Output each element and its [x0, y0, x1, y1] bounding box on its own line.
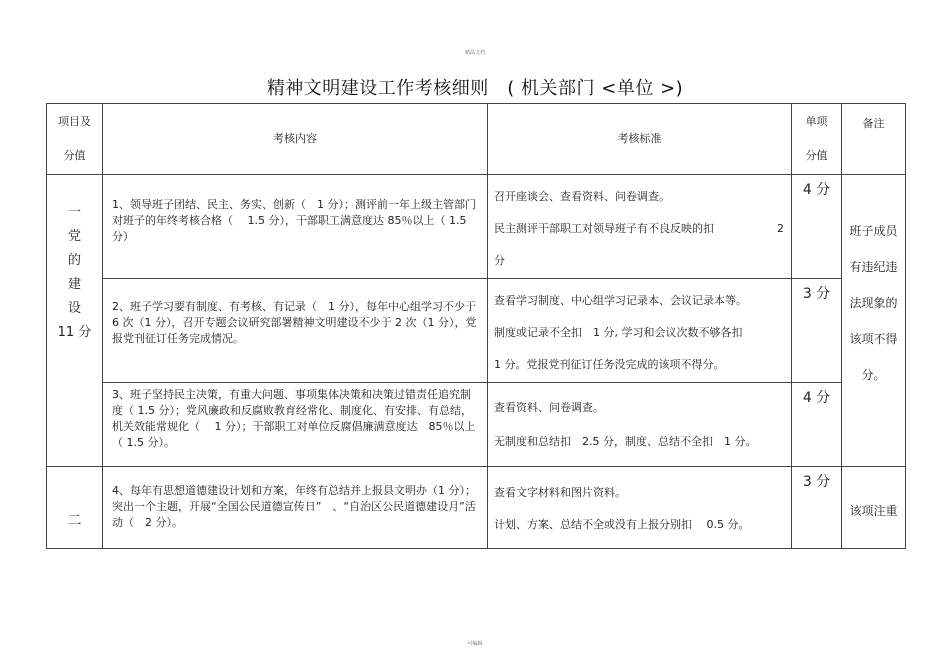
table-row: [47, 467, 906, 549]
table-row: [47, 279, 906, 383]
col-remark-label: 备注: [862, 117, 885, 130]
category-2-cell: 二: [47, 467, 103, 549]
header-note: 精品文档: [464, 50, 485, 56]
row-4-content: 4、每年有思想道德建设计划和方案，年终有总结并上报县文明办（1 分）；突出一个主题，开展“全国公民道德宣传日” 、“自治区公民道德建设月”活动（ 2 分）。: [103, 467, 488, 549]
table-row: [47, 175, 906, 279]
category-1-remark: 班子成员 有违纪违 法现象的 该项不得 分。: [842, 175, 906, 467]
row-1-score: 4 分: [792, 175, 842, 279]
row-2-score: 3 分: [792, 279, 842, 383]
category-1-label: 一 党 的 建 设 11 分: [57, 205, 92, 340]
category-2-remark: 该项注重: [842, 467, 906, 549]
col-remark-header: [842, 104, 906, 175]
assessment-table: [46, 103, 906, 549]
row-3-standard: 查看资料、问卷调查。 无制度和总结扣 2.5 分，制度、总结不全扣 1 分。: [488, 383, 792, 467]
footer-note: 可编辑: [467, 641, 483, 647]
row-4-standard: 查看文字材料和图片资料。 计划、方案、总结不全或没有上报分别扣 0.5 分。: [488, 467, 792, 549]
col-score-label-1: 单项: [805, 115, 828, 128]
table-row: [47, 383, 906, 467]
col-standard-label: 考核标准: [617, 132, 662, 145]
col-item-label-2: 分值: [63, 149, 86, 162]
row-2-standard: 查看学习制度、中心组学习记录本、会议记录本等。 制度或记录不全扣 1 分, 学习和会议次数不够各扣 1 分。党报党刊征订任务没完成的该项不得分。: [488, 279, 792, 383]
row-3-content: 3、班子坚持民主决策，有重大问题、事项集体决策和决策过错责任追究制度（ 1.5 分）；党风廉政和反腐败教育经常化、制度化、有安排、有总结，机关效能常规化（ 1 分）；干部职工对单位反腐倡廉满意度达 85％以上（ 1.5 分）。: [103, 383, 488, 467]
col-item-header: [47, 104, 103, 175]
col-content-header: [103, 104, 488, 175]
col-item-label-1: 项目及: [58, 115, 91, 128]
col-content-label: 考核内容: [273, 132, 317, 145]
row-4-score: 3 分: [792, 467, 842, 549]
col-standard-header: [488, 104, 792, 175]
page-title: 精神文明建设工作考核细则 ( 机关部门 <单位 >): [266, 78, 684, 99]
category-1-cell: [47, 175, 103, 467]
row-3-score: 4 分: [792, 383, 842, 467]
row-1-standard: 召开座谈会、查看资料、问卷调查。 民主测评干部职工对领导班子有不良反映的扣 2 分: [488, 175, 792, 279]
col-score-header: [792, 104, 842, 175]
row-1-content: 1、领导班子团结、民主、务实、创新（ 1 分）；测评前一年上级主管部门对班子的年终考核合格（ 1.5 分），干部职工满意度达 85％以上（ 1.5 分）: [103, 175, 488, 279]
table-header-row: [47, 104, 906, 175]
col-score-label-2: 分值: [805, 149, 828, 162]
row-2-content: 2、班子学习要有制度、有考核、有记录（ 1 分），每年中心组学习不少于 6 次（1 分），召开专题会议研究部署精神文明建设不少于 2 次（1 分），党报党刊征订任务完成情况。: [103, 279, 488, 383]
